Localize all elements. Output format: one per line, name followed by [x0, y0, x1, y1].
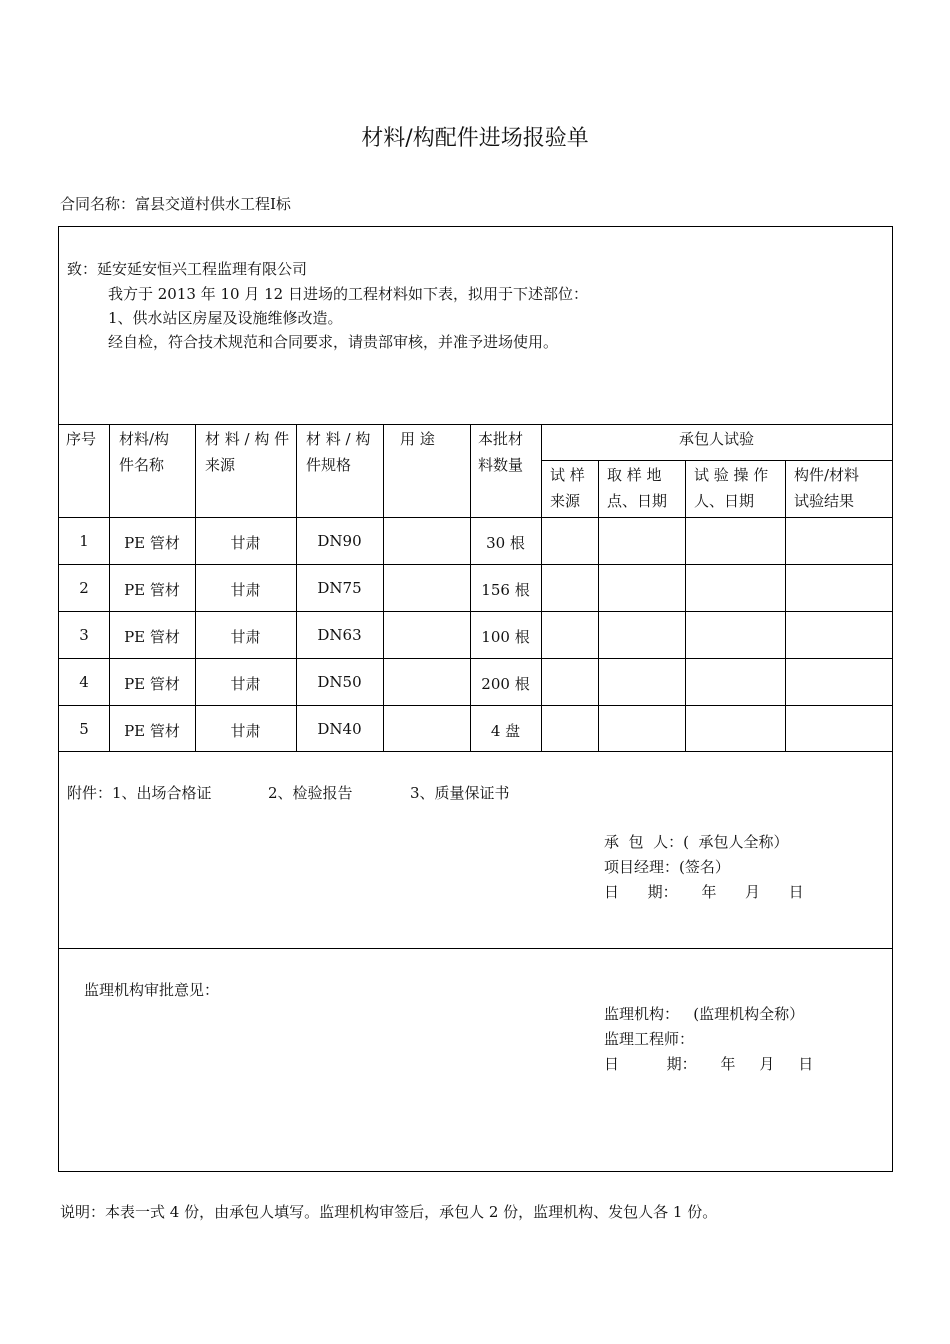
addressee: 致：延安延安恒兴工程监理有限公司	[67, 260, 308, 278]
supervision-date: 日 期： 年 月 日	[604, 1055, 814, 1073]
page-title: 材料/构配件进场报验单	[361, 126, 589, 151]
cell-spec: DN75	[317, 579, 362, 597]
cell-seq: 2	[79, 579, 89, 597]
col-rule	[383, 424, 384, 751]
table-top-rule	[59, 424, 892, 425]
cell-seq: 1	[79, 532, 89, 550]
header-sample-source-2: 来源	[550, 492, 581, 510]
header-source-1: 材 料 / 构 件	[205, 430, 290, 448]
header-qty-2: 料数量	[478, 456, 524, 474]
header-result-2: 试验结果	[794, 492, 855, 510]
attachment-item-2: 2、检验报告	[268, 784, 353, 802]
section-rule	[59, 948, 892, 949]
row-rule	[59, 564, 892, 565]
header-operator-1: 试 验 操 作	[694, 466, 769, 484]
cell-qty: 200 根	[481, 675, 530, 693]
cell-qty: 4 盘	[490, 722, 521, 740]
cell-name: PE 管材	[124, 675, 180, 693]
col-rule	[685, 460, 686, 751]
cell-name: PE 管材	[124, 534, 180, 552]
header-source-2: 来源	[205, 456, 236, 474]
header-contractor-test: 承包人试验	[678, 430, 754, 448]
cell-source: 甘肃	[230, 534, 261, 552]
cell-spec: DN63	[317, 626, 362, 644]
cell-spec: DN40	[317, 720, 362, 738]
header-sample-place-1: 取 样 地	[607, 466, 662, 484]
subheader-rule	[541, 460, 892, 461]
contractor-sign: 承 包 人：( 承包人全称）	[604, 833, 789, 851]
header-name-1: 材料/构	[119, 430, 170, 448]
cell-seq: 5	[79, 720, 89, 738]
header-spec-1: 材 料 / 构	[306, 430, 371, 448]
header-seq: 序号	[66, 430, 97, 448]
row-rule	[59, 705, 892, 706]
cell-seq: 4	[79, 673, 89, 691]
supervision-opinion-label: 监理机构审批意见：	[84, 981, 220, 999]
attachment-item-3: 3、质量保证书	[410, 784, 510, 802]
intro-line-1: 我方于 2013 年 10 月 12 日进场的工程材料如下表，拟用于下述部位：	[108, 285, 588, 303]
cell-source: 甘肃	[230, 675, 261, 693]
cell-name: PE 管材	[124, 722, 180, 740]
cell-seq: 3	[79, 626, 89, 644]
header-name-2: 件名称	[119, 456, 165, 474]
table-bottom-rule	[59, 751, 892, 752]
cell-qty: 100 根	[481, 628, 530, 646]
cell-spec: DN50	[317, 673, 362, 691]
header-sample-place-2: 点、日期	[607, 492, 668, 510]
header-usage: 用 途	[400, 430, 435, 448]
header-bottom-rule	[59, 517, 892, 518]
supervision-engineer: 监理工程师：	[604, 1030, 695, 1048]
row-rule	[59, 611, 892, 612]
header-sample-source-1: 试 样	[550, 466, 585, 484]
cell-spec: DN90	[317, 532, 362, 550]
col-rule	[541, 424, 542, 751]
form-frame	[58, 226, 893, 1172]
cell-name: PE 管材	[124, 628, 180, 646]
intro-line-3: 经自检，符合技术规范和合同要求，请贵部审核，并准予进场使用。	[108, 333, 559, 351]
col-rule	[785, 460, 786, 751]
supervision-org: 监理机构： (监理机构全称）	[604, 1005, 805, 1023]
project-manager-sign: 项目经理：(签名）	[604, 858, 730, 876]
header-qty-1: 本批材	[478, 430, 524, 448]
cell-source: 甘肃	[230, 628, 261, 646]
cell-source: 甘肃	[230, 581, 261, 599]
attachments-label: 附件：1、出场合格证	[67, 784, 212, 802]
cell-name: PE 管材	[124, 581, 180, 599]
header-result-1: 构件/材料	[794, 466, 860, 484]
contract-name: 合同名称：富县交道村供水工程Ⅰ标	[60, 195, 291, 213]
row-rule	[59, 658, 892, 659]
header-spec-2: 件规格	[306, 456, 352, 474]
col-rule	[598, 460, 599, 751]
intro-line-2: 1、供水站区房屋及设施维修改造。	[108, 309, 343, 327]
header-operator-2: 人、日期	[694, 492, 755, 510]
cell-qty: 30 根	[486, 534, 525, 552]
cell-qty: 156 根	[481, 581, 530, 599]
footer-note: 说明：本表一式 4 份，由承包人填写。监理机构审签后，承包人 2 份，监理机构、发包人各 1 份。	[60, 1203, 718, 1221]
cell-source: 甘肃	[230, 722, 261, 740]
contractor-date: 日 期： 年 月 日	[604, 883, 804, 901]
